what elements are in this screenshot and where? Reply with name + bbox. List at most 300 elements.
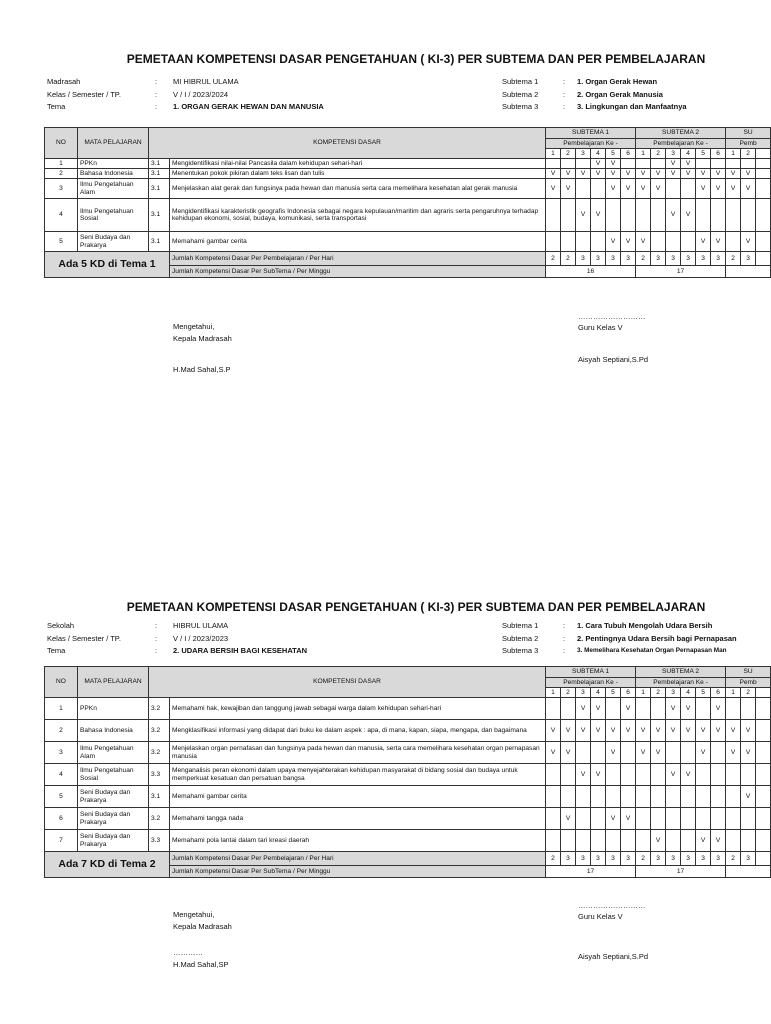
check-mark xyxy=(651,199,666,232)
check-mark xyxy=(756,179,771,199)
check-mark xyxy=(591,742,606,764)
check-mark xyxy=(576,808,591,830)
check-mark xyxy=(606,786,621,808)
check-mark xyxy=(696,159,711,169)
check-mark: V xyxy=(606,159,621,169)
check-mark: V xyxy=(666,698,681,720)
summary-row xyxy=(45,252,771,266)
check-mark: V xyxy=(576,169,591,179)
check-mark xyxy=(726,232,741,252)
check-mark xyxy=(621,742,636,764)
row-kd-code: 3.1 xyxy=(149,786,170,808)
check-mark: V xyxy=(621,169,636,179)
check-mark xyxy=(756,159,771,169)
check-mark xyxy=(666,179,681,199)
check-mark xyxy=(756,232,771,252)
row-mapel: Bahasa Indonesia xyxy=(78,720,149,742)
row-kd-code: 3.2 xyxy=(149,742,170,764)
check-mark xyxy=(576,742,591,764)
check-mark: V xyxy=(621,179,636,199)
check-mark: V xyxy=(711,830,726,852)
pembelajaran-number: 6 xyxy=(711,149,726,159)
check-mark xyxy=(576,232,591,252)
check-mark xyxy=(681,830,696,852)
check-mark xyxy=(606,698,621,720)
row-kd-text: Menganalisis peran ekonomi dalam upaya menyejahterakan kehidupan masyarakat di bidang sosial dan budaya untuk memperkuat kesatuan dan persatuan bangsa xyxy=(170,764,546,786)
pembelajaran-label: Pembelajaran Ke - xyxy=(546,139,636,149)
table-row xyxy=(45,232,771,252)
sum-per-day-value: 3 xyxy=(681,252,696,266)
pembelajaran-number: 3 xyxy=(666,149,681,159)
check-mark: V xyxy=(606,179,621,199)
check-mark xyxy=(546,786,561,808)
sum-per-day-value: 3 xyxy=(606,252,621,266)
check-mark: V xyxy=(681,720,696,742)
col-mapel: MATA PELAJARAN xyxy=(78,667,149,698)
row-kd-text: Menjelaskan alat gerak dan fungsinya pada hewan dan manusia serta cara memelihara kesehatan alat gerak manusia xyxy=(170,179,546,199)
check-mark xyxy=(561,232,576,252)
check-mark: V xyxy=(591,720,606,742)
table-row xyxy=(45,169,771,179)
col-kd: KOMPETENSI DASAR xyxy=(149,128,546,159)
check-mark: V xyxy=(576,199,591,232)
row-no: 7 xyxy=(45,830,78,852)
check-mark: V xyxy=(546,742,561,764)
row-mapel: Ilmu Pengetahuan Sosial xyxy=(78,764,149,786)
check-mark: V xyxy=(636,169,651,179)
row-kd-text: Mengklasifikasi informasi yang didapat dari buku ke dalam aspek : apa, di mana, kapan, siapa, mengapa, dan bagaimana xyxy=(170,720,546,742)
row-kd-code: 3.1 xyxy=(149,159,170,169)
check-mark: V xyxy=(651,830,666,852)
pembelajaran-number: 2 xyxy=(651,149,666,159)
sum-per-day-value: 3 xyxy=(621,252,636,266)
check-mark xyxy=(696,698,711,720)
kd-table-wrap xyxy=(44,666,757,888)
check-mark: V xyxy=(621,720,636,742)
check-mark xyxy=(651,764,666,786)
check-mark xyxy=(651,232,666,252)
kd-table xyxy=(44,127,771,278)
page-title: PEMETAAN KOMPETENSI DASAR PENGETAHUAN ( KI-3) PER SUBTEMA DAN PER PEMBELAJARAN xyxy=(126,600,706,614)
check-mark xyxy=(666,786,681,808)
check-mark: V xyxy=(621,808,636,830)
check-mark xyxy=(696,786,711,808)
kd-count-label: Ada 7 KD di Tema 2 xyxy=(45,852,170,878)
sign-right: ……………………… Guru Kelas V Aisyah Septiani,S.Pd xyxy=(578,312,649,364)
sum-per-day-value: 2 xyxy=(726,852,741,866)
check-mark: V xyxy=(591,764,606,786)
check-mark xyxy=(561,159,576,169)
row-kd-code: 3.2 xyxy=(149,808,170,830)
sum-per-day-value: 3 xyxy=(696,252,711,266)
check-mark: V xyxy=(621,698,636,720)
check-mark: V xyxy=(681,159,696,169)
sum-per-day-value: 3 xyxy=(681,852,696,866)
sum-per-day-value: 3 xyxy=(561,852,576,866)
row-mapel: Ilmu Pengetahuan Alam xyxy=(78,179,149,199)
sum-per-day-value: 3 xyxy=(651,852,666,866)
check-mark xyxy=(756,199,771,232)
check-mark: V xyxy=(666,199,681,232)
sum-per-day-value: 3 xyxy=(711,852,726,866)
check-mark xyxy=(651,698,666,720)
sum-per-day-label: Jumlah Kompetensi Dasar Per Pembelajaran / Per Hari xyxy=(170,852,546,866)
check-mark xyxy=(666,232,681,252)
check-mark xyxy=(561,199,576,232)
check-mark: V xyxy=(711,179,726,199)
check-mark xyxy=(756,830,771,852)
row-kd-text: Memahami pola lantai dalam tari kreasi daerah xyxy=(170,830,546,852)
pembelajaran-number: 6 xyxy=(711,688,726,698)
col-mapel: MATA PELAJARAN xyxy=(78,128,149,159)
col-subtema-3: SU xyxy=(726,667,771,678)
kd-table-wrap xyxy=(44,127,757,299)
check-mark xyxy=(636,786,651,808)
sum-per-day-value: 3 xyxy=(711,252,726,266)
row-mapel: PPKn xyxy=(78,159,149,169)
pembelajaran-label: Pembelajaran Ke - xyxy=(636,139,726,149)
check-mark xyxy=(561,830,576,852)
sum-per-day-value: 3 xyxy=(576,252,591,266)
col-no: NO xyxy=(45,667,78,698)
check-mark xyxy=(546,199,561,232)
check-mark xyxy=(636,808,651,830)
check-mark: V xyxy=(591,169,606,179)
check-mark xyxy=(756,808,771,830)
pembelajaran-label: Pemb xyxy=(726,678,771,688)
meta-right: Subtema 1 : 1. Organ Gerak Hewan Subtema 2 : 2. Organ Gerak Manusia Subtema 3 : 3. Lingkungan dan Manfaatnya xyxy=(502,77,687,111)
check-mark xyxy=(741,830,756,852)
sum-per-day-value: 3 xyxy=(696,852,711,866)
row-no: 2 xyxy=(45,720,78,742)
sum-per-day-value: 3 xyxy=(741,252,756,266)
check-mark xyxy=(591,232,606,252)
pembelajaran-number: 6 xyxy=(621,688,636,698)
sum-per-week-label: Jumlah Kompetensi Dasar Per SubTema / Per Minggu xyxy=(170,266,546,278)
check-mark xyxy=(741,764,756,786)
row-kd-code: 3.1 xyxy=(149,199,170,232)
check-mark xyxy=(681,742,696,764)
check-mark xyxy=(561,764,576,786)
check-mark: V xyxy=(696,232,711,252)
pembelajaran-label: Pemb xyxy=(726,139,771,149)
row-kd-code: 3.3 xyxy=(149,764,170,786)
row-no: 5 xyxy=(45,232,78,252)
check-mark xyxy=(711,159,726,169)
row-no: 1 xyxy=(45,698,78,720)
check-mark xyxy=(711,786,726,808)
pembelajaran-number: 3 xyxy=(666,688,681,698)
pembelajaran-label: Pembelajaran Ke - xyxy=(636,678,726,688)
check-mark: V xyxy=(651,720,666,742)
row-no: 2 xyxy=(45,169,78,179)
table-row xyxy=(45,720,771,742)
check-mark xyxy=(741,199,756,232)
sum-per-day-value xyxy=(756,252,771,266)
pembelajaran-label: Pembelajaran Ke - xyxy=(546,678,636,688)
check-mark: V xyxy=(666,159,681,169)
col-subtema-1: SUBTEMA 1 xyxy=(546,667,636,678)
check-mark: V xyxy=(741,232,756,252)
check-mark xyxy=(576,830,591,852)
check-mark: V xyxy=(636,232,651,252)
check-mark: V xyxy=(606,742,621,764)
pembelajaran-number: 4 xyxy=(591,688,606,698)
check-mark xyxy=(621,159,636,169)
pembelajaran-number: 4 xyxy=(591,149,606,159)
check-mark xyxy=(681,179,696,199)
check-mark: V xyxy=(606,169,621,179)
sum-per-week-label: Jumlah Kompetensi Dasar Per SubTema / Per Minggu xyxy=(170,866,546,878)
row-kd-code: 3.3 xyxy=(149,830,170,852)
sum-per-day-value: 2 xyxy=(636,852,651,866)
sum-per-day-value: 2 xyxy=(636,252,651,266)
check-mark xyxy=(576,786,591,808)
row-kd-text: Memahami hak, kewajiban dan tanggung jawab sebagai warga dalam kehidupan sehari-hari xyxy=(170,698,546,720)
check-mark xyxy=(681,786,696,808)
table-row xyxy=(45,698,771,720)
sign-left: Mengetahui, Kepala Madrasah H.Mad Sahal,S.P xyxy=(173,322,232,374)
check-mark: V xyxy=(621,232,636,252)
table-row xyxy=(45,786,771,808)
check-mark: V xyxy=(591,199,606,232)
check-mark xyxy=(756,720,771,742)
row-mapel: Bahasa Indonesia xyxy=(78,169,149,179)
pembelajaran-number: 5 xyxy=(696,688,711,698)
check-mark: V xyxy=(591,698,606,720)
row-kd-text: Memahami gambar cerita xyxy=(170,232,546,252)
check-mark xyxy=(756,169,771,179)
check-mark xyxy=(606,199,621,232)
check-mark: V xyxy=(726,742,741,764)
row-kd-text: Menjelaskan organ pernafasan dan fungsinya pada hewan dan manusia, serta cara memelihara kesehatan organ pernapasan manusia xyxy=(170,742,546,764)
check-mark: V xyxy=(726,179,741,199)
row-no: 4 xyxy=(45,199,78,232)
sign-right: ……………………… Guru Kelas V Aisyah Septiani,S.Pd xyxy=(578,901,649,961)
page-title: PEMETAAN KOMPETENSI DASAR PENGETAHUAN ( KI-3) PER SUBTEMA DAN PER PEMBELAJARAN xyxy=(126,52,706,66)
pembelajaran-number: 1 xyxy=(636,688,651,698)
pembelajaran-number: 2 xyxy=(651,688,666,698)
check-mark xyxy=(696,199,711,232)
check-mark xyxy=(591,179,606,199)
check-mark xyxy=(756,764,771,786)
header-row xyxy=(45,128,771,139)
check-mark xyxy=(711,808,726,830)
check-mark xyxy=(726,786,741,808)
sum-per-day-value: 3 xyxy=(591,852,606,866)
sum-per-day-label: Jumlah Kompetensi Dasar Per Pembelajaran / Per Hari xyxy=(170,252,546,266)
check-mark: V xyxy=(561,808,576,830)
sum-per-day-value: 3 xyxy=(606,852,621,866)
check-mark xyxy=(726,808,741,830)
check-mark xyxy=(546,830,561,852)
check-mark xyxy=(696,764,711,786)
row-mapel: Ilmu Pengetahuan Alam xyxy=(78,742,149,764)
check-mark: V xyxy=(726,720,741,742)
pembelajaran-number xyxy=(756,149,771,159)
sum-per-day-value: 3 xyxy=(741,852,756,866)
check-mark: V xyxy=(741,179,756,199)
pembelajaran-number: 5 xyxy=(606,688,621,698)
check-mark xyxy=(546,159,561,169)
check-mark: V xyxy=(696,742,711,764)
check-mark xyxy=(756,698,771,720)
row-kd-code: 3.1 xyxy=(149,179,170,199)
check-mark xyxy=(591,808,606,830)
check-mark xyxy=(621,830,636,852)
pembelajaran-number: 5 xyxy=(696,149,711,159)
sum-per-week-value xyxy=(726,266,771,278)
sum-per-day-value: 2 xyxy=(546,252,561,266)
row-kd-text: Memahami gambar cerita xyxy=(170,786,546,808)
check-mark: V xyxy=(636,179,651,199)
check-mark: V xyxy=(651,179,666,199)
check-mark xyxy=(546,698,561,720)
pembelajaran-number: 1 xyxy=(726,149,741,159)
check-mark xyxy=(576,179,591,199)
pembelajaran-number: 2 xyxy=(741,688,756,698)
check-mark xyxy=(726,698,741,720)
pembelajaran-number: 2 xyxy=(741,149,756,159)
check-mark: V xyxy=(681,169,696,179)
check-mark xyxy=(651,808,666,830)
check-mark: V xyxy=(696,720,711,742)
check-mark xyxy=(666,830,681,852)
check-mark: V xyxy=(576,720,591,742)
pembelajaran-number: 4 xyxy=(681,149,696,159)
check-mark: V xyxy=(561,169,576,179)
check-mark xyxy=(741,159,756,169)
check-mark xyxy=(696,808,711,830)
check-mark: V xyxy=(606,232,621,252)
check-mark: V xyxy=(726,169,741,179)
check-mark: V xyxy=(696,830,711,852)
check-mark: V xyxy=(606,720,621,742)
pembelajaran-number: 6 xyxy=(621,149,636,159)
check-mark: V xyxy=(681,199,696,232)
row-no: 6 xyxy=(45,808,78,830)
check-mark: V xyxy=(681,764,696,786)
sum-per-day-value: 3 xyxy=(651,252,666,266)
check-mark xyxy=(711,199,726,232)
check-mark xyxy=(741,808,756,830)
document-2 xyxy=(0,548,768,1024)
check-mark: V xyxy=(666,764,681,786)
check-mark: V xyxy=(606,808,621,830)
check-mark xyxy=(711,764,726,786)
pembelajaran-number xyxy=(756,688,771,698)
sum-per-week-value: 17 xyxy=(636,266,726,278)
check-mark: V xyxy=(741,169,756,179)
check-mark: V xyxy=(711,698,726,720)
check-mark xyxy=(636,159,651,169)
check-mark: V xyxy=(591,159,606,169)
check-mark xyxy=(651,786,666,808)
sum-per-day-value: 3 xyxy=(666,852,681,866)
sum-per-week-value: 17 xyxy=(546,866,636,878)
sum-per-day-value xyxy=(756,852,771,866)
check-mark xyxy=(756,786,771,808)
check-mark xyxy=(621,199,636,232)
check-mark xyxy=(756,742,771,764)
check-mark xyxy=(651,159,666,169)
kd-table xyxy=(44,666,771,878)
col-subtema-2: SUBTEMA 2 xyxy=(636,667,726,678)
check-mark xyxy=(606,764,621,786)
col-subtema-2: SUBTEMA 2 xyxy=(636,128,726,139)
check-mark xyxy=(666,808,681,830)
pembelajaran-number: 4 xyxy=(681,688,696,698)
check-mark xyxy=(681,808,696,830)
check-mark xyxy=(726,159,741,169)
pembelajaran-number: 1 xyxy=(726,688,741,698)
check-mark: V xyxy=(561,742,576,764)
row-kd-text: Mengidentifikasi karakteristik geografis Indonesia sebagai negara kepulauan/maritim dan agraris serta pengaruhnya terhadap kehidupan ekonomi, sosial, budaya, komunikasi, serta transportasi xyxy=(170,199,546,232)
row-kd-text: Menentukan pokok pikiran dalam teks lisan dan tulis xyxy=(170,169,546,179)
check-mark xyxy=(726,830,741,852)
row-mapel: Seni Budaya dan Prakarya xyxy=(78,786,149,808)
sign-left: Mengetahui, Kepala Madrasah ………… H.Mad Sahal,SP xyxy=(173,910,232,969)
check-mark: V xyxy=(561,720,576,742)
check-mark: V xyxy=(741,720,756,742)
check-mark xyxy=(726,199,741,232)
row-no: 3 xyxy=(45,179,78,199)
row-no: 1 xyxy=(45,159,78,169)
check-mark: V xyxy=(576,698,591,720)
check-mark: V xyxy=(711,169,726,179)
check-mark: V xyxy=(546,179,561,199)
check-mark: V xyxy=(711,232,726,252)
pembelajaran-number: 3 xyxy=(576,688,591,698)
check-mark xyxy=(636,698,651,720)
kd-count-label: Ada 5 KD di Tema 1 xyxy=(45,252,170,278)
table-row xyxy=(45,159,771,169)
meta-left: Madrasah : MI HIBRUL ULAMA Kelas / Semester / TP. : V / I / 2023/2024 Tema : 1. ORGAN GERAK HEWAN DAN MANUSIA xyxy=(47,77,324,111)
meta-right: Subtema 1 : 1. Cara Tubuh Mengolah Udara Bersih Subtema 2 : 2. Pentingnya Udara Bersih bagi Pernapasan Subtema 3 : 3. Memelihara Kesehatan Organ Pernapasan Man xyxy=(502,621,737,655)
check-mark: V xyxy=(546,169,561,179)
check-mark xyxy=(636,830,651,852)
check-mark xyxy=(591,830,606,852)
row-kd-code: 3.1 xyxy=(149,232,170,252)
sum-per-day-value: 3 xyxy=(621,852,636,866)
pembelajaran-number: 2 xyxy=(561,149,576,159)
pembelajaran-number: 5 xyxy=(606,149,621,159)
check-mark: V xyxy=(711,720,726,742)
check-mark xyxy=(726,764,741,786)
check-mark: V xyxy=(696,169,711,179)
check-mark xyxy=(636,199,651,232)
check-mark xyxy=(681,232,696,252)
row-kd-text: Mengidentifikasi nilai-nilai Pancasila dalam kehidupan sehari-hari xyxy=(170,159,546,169)
pembelajaran-number: 1 xyxy=(636,149,651,159)
row-kd-text: Memahami tangga nada xyxy=(170,808,546,830)
row-mapel: Ilmu Pengetahuan Sosial xyxy=(78,199,149,232)
check-mark xyxy=(666,742,681,764)
check-mark: V xyxy=(636,742,651,764)
sum-per-week-value: 16 xyxy=(546,266,636,278)
header-row xyxy=(45,667,771,678)
check-mark xyxy=(621,786,636,808)
check-mark xyxy=(636,764,651,786)
check-mark: V xyxy=(576,764,591,786)
row-kd-code: 3.2 xyxy=(149,720,170,742)
row-no: 4 xyxy=(45,764,78,786)
sum-per-day-value: 2 xyxy=(561,252,576,266)
sum-per-week-value xyxy=(726,866,771,878)
check-mark xyxy=(576,159,591,169)
document-1 xyxy=(0,0,768,512)
row-kd-code: 3.2 xyxy=(149,698,170,720)
